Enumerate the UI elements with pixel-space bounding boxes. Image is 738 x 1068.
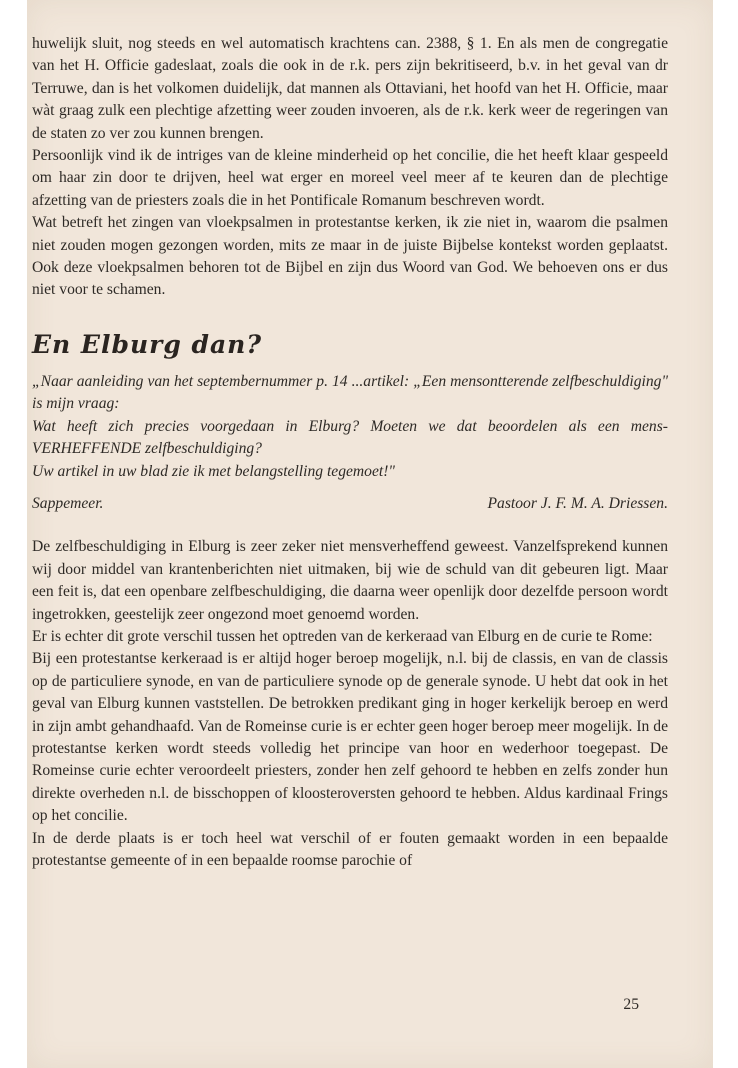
page-content: [32, 33, 668, 872]
paragraph: Bij een protestantse kerkeraad is er altijd hoger beroep mogelijk, n.l. bij de classis, en van de classis op de particuliere synode, en van de particuliere synode op de generale synode. U hebt dat ook in het geval van Elburg kunnen vaststellen. De betrokken predikant ging in hoger kerkelijk beroep en werd in zijn ambt gehandhaafd. Van de Romeinse curie is er echter geen hoger beroep meer mogelijk. In de protestantse kerken wordt steeds volledig het principe van hoor en wederhoor toegepast. De Romeinse curie echter veroordeelt priesters, zonder hen zelf gehoord te hebben en zelfs zonder hun direkte overheden n.l. de bisschoppen of kloosteroversten gehoord te hebben. Aldus kardinaal Frings op het concilie.: [32, 650, 668, 825]
book-page: [27, 0, 713, 1068]
letter-line: Wat heeft zich precies voorgedaan in Elburg? Moeten we dat beoordelen als een mens-VERHEFFENDE zelfbeschuldiging?: [32, 417, 668, 458]
section-heading: En Elburg dan?: [32, 329, 263, 359]
paragraph: Er is echter dit grote verschil tussen het optreden van de kerkeraad van Elburg en de curie te Rome:: [32, 627, 653, 645]
reader-letter: [32, 371, 668, 483]
letter-line: Uw artikel in uw blad zie ik met belangstelling tegemoet!": [32, 462, 395, 480]
signature-place: Sappemeer.: [32, 494, 104, 512]
paragraph: Persoonlijk vind ik de intriges van de kleine minderheid op het concilie, die het heeft klaar gespeeld om haar zin door te drijven, heel wat erger en moreel veel meer af te keuren dan de plechtige afzetting van de priesters zoals die in het Pontificale Romanum beschreven wordt.: [32, 147, 668, 209]
letter-line: „Naar aanleiding van het septembernummer p. 14 ...artikel: „Een mensontterende zelfbeschuldiging" is mijn vraag:: [32, 372, 668, 413]
paragraph: Wat betreft het zingen van vloekpsalmen in protestantse kerken, ik zie niet in, waarom die psalmen niet zouden mogen gezongen worden, mits ze maar in de juiste Bijbelse kontekst worden geplaatst. Ook deze vloekpsalmen behoren tot de Bijbel en zijn dus Woord van God. We behoeven ons er dus niet voor te schamen.: [32, 214, 668, 299]
paragraph: In de derde plaats is er toch heel wat verschil of er fouten gemaakt worden in een bepaalde protestantse gemeente of in een bepaalde roomse parochie of: [32, 829, 668, 869]
paragraph: huwelijk sluit, nog steeds en wel automatisch krachtens can. 2388, § 1. En als men de congregatie van het H. Officie gadeslaat, zoals die ook in de r.k. pers zijn bekritiseerd, b.v. in het geval van dr Terruwe, dan is het volkomen duidelijk, dat mannen als Ottaviani, het hoofd van het H. Officie, maar wàt graag zulk een plechtige afzetting weer zouden invoeren, als de r.k. kerk weer de regeringen van de staten zo ver zou kunnen brengen.: [32, 35, 668, 142]
page-number: 25: [623, 996, 639, 1013]
signature-author: Pastoor J. F. M. A. Driessen.: [487, 494, 668, 512]
paragraph: De zelfbeschuldiging in Elburg is zeer zeker niet mensverheffend geweest. Vanzelfsprekend kunnen wij door middel van krantenberichten niet uitmaken, bij wie de schuld van dit gebeuren ligt. Maar een feit is, dat een openbare zelfbeschuldiging, die daarna weer openlijk door dezelfde persoon wordt ingetrokken, geestelijk zeer ongezond moet genoemd worden.: [32, 538, 668, 623]
letter-signature: [32, 493, 668, 515]
